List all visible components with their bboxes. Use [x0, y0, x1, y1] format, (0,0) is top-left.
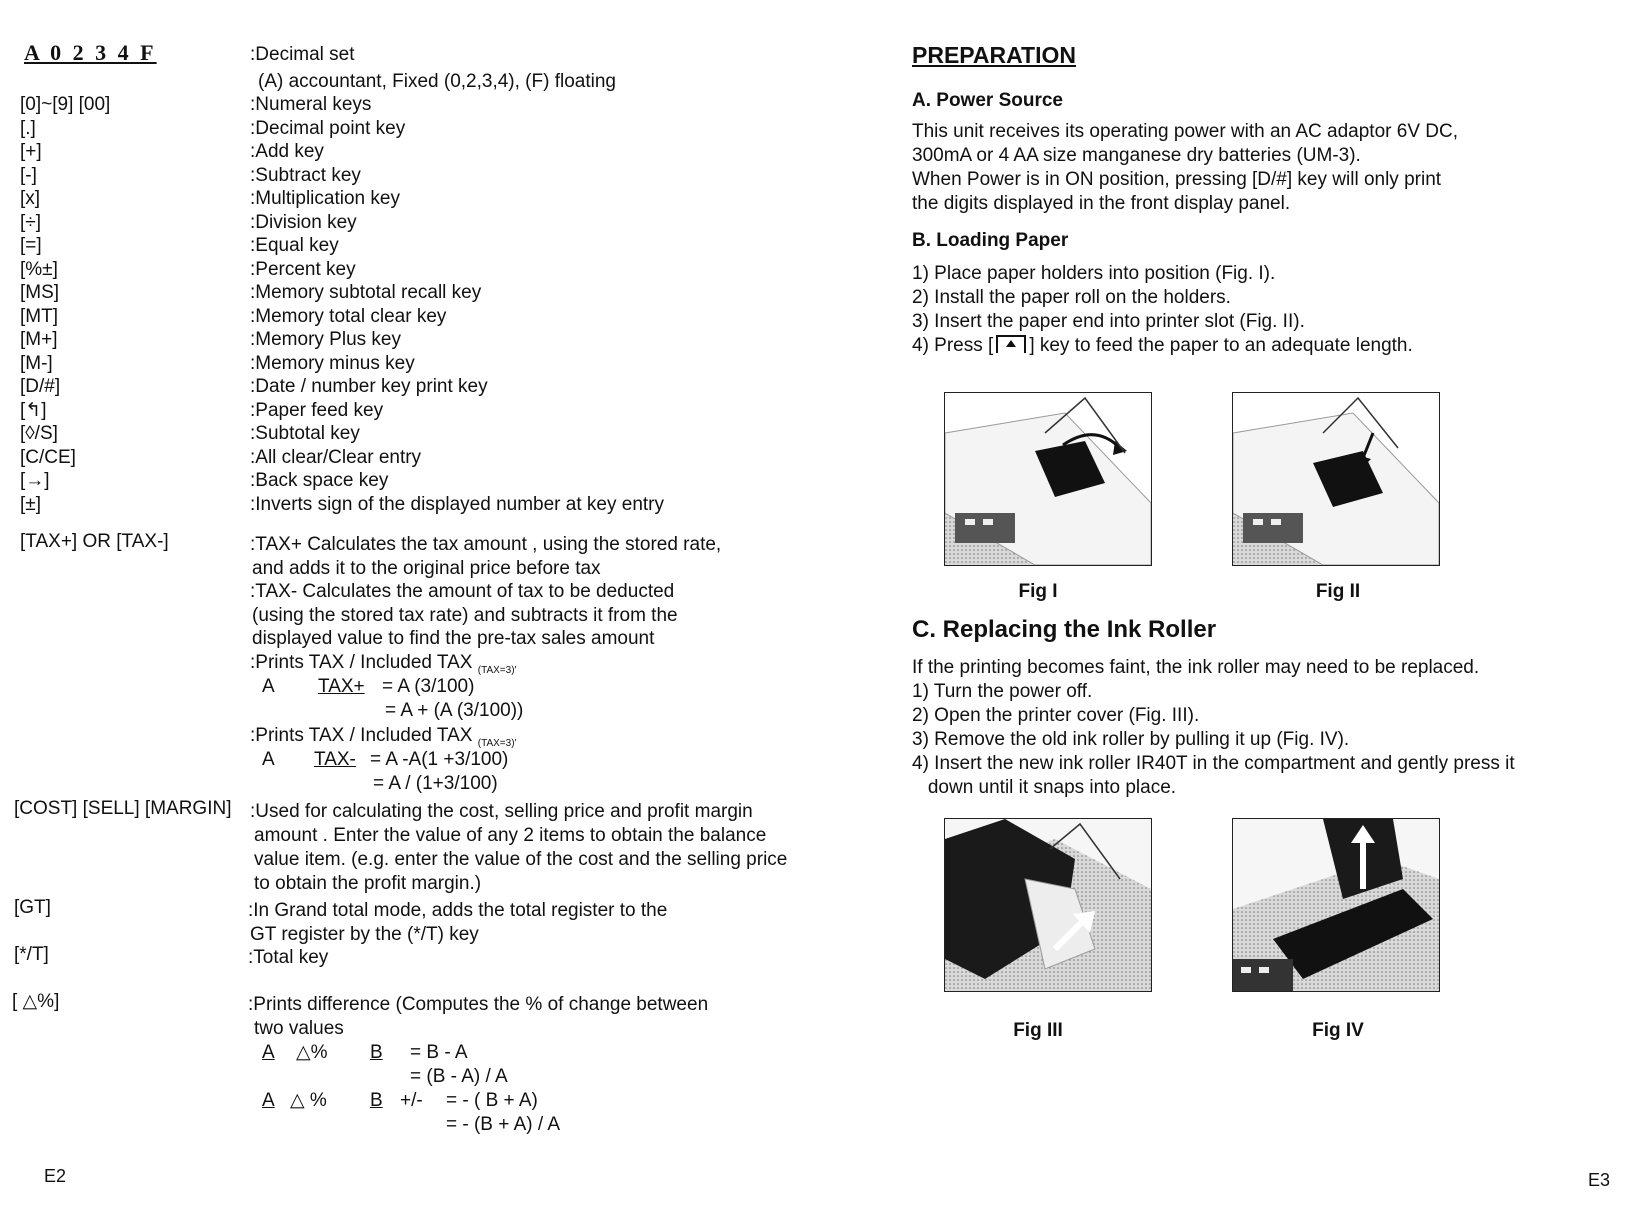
key-label: [D/#] — [20, 376, 61, 397]
tax-line-2: :TAX- Calculates the amount of tax to be deducted — [250, 581, 675, 602]
delta-ex2-eq1: = - ( B + A) — [446, 1090, 538, 1111]
key-description: :Decimal point key — [250, 117, 406, 139]
tax-line-4: displayed value to find the pre-tax sales amount — [252, 628, 655, 649]
cost-line-0: :Used for calculating the cost, selling price and profit margin — [250, 801, 753, 822]
cost-key: [COST] [SELL] [MARGIN] — [14, 798, 232, 819]
key-label: [C/CE] — [20, 446, 76, 468]
fig-3-caption: Fig III — [1013, 1020, 1063, 1041]
taxminus-eq2: = A / (1+3/100) — [373, 773, 498, 794]
key-label: [↰] — [20, 399, 47, 421]
taxplus-eq1: = A (3/100) — [382, 676, 475, 697]
fig-4-drawing — [1233, 819, 1439, 991]
section-a-line-1: 300mA or 4 AA size manganese dry batteries (UM-3). — [912, 145, 1361, 166]
key-label: [±] — [20, 493, 41, 515]
taxplus-a: A — [262, 676, 275, 697]
fig-4-image — [1232, 818, 1440, 992]
key-description: :All clear/Clear entry — [250, 446, 422, 468]
key-label: [→] — [20, 470, 50, 491]
key-label: [MT] — [20, 305, 58, 327]
cost-line-3: to obtain the profit margin.) — [254, 873, 482, 894]
delta-ex1-b: B — [370, 1042, 383, 1063]
fig-3-drawing — [945, 819, 1151, 991]
key-label: [M-] — [20, 352, 53, 374]
gt-line-1: GT register by the (*/T) key — [250, 924, 479, 945]
key-label: [0]~[9] [00] — [20, 94, 111, 115]
key-description: :Percent key — [250, 258, 356, 280]
key-description: :Memory Plus key — [250, 329, 401, 350]
fig-4-caption: Fig IV — [1312, 1020, 1364, 1041]
cost-line-1: amount . Enter the value of any 2 items to obtain the balance — [254, 825, 767, 846]
fig-2-drawing — [1233, 393, 1439, 565]
section-c-line-1: 1) Turn the power off. — [912, 681, 1093, 702]
key-description: :Memory total clear key — [250, 305, 447, 327]
section-a-line-3: the digits displayed in the front display panel. — [912, 193, 1291, 214]
taxplus-label: TAX+ — [318, 676, 365, 697]
section-a-line-0: This unit receives its operating power with an AC adaptor 6V DC, — [912, 121, 1458, 142]
section-c-title: C. Replacing the Ink Roller — [912, 616, 1217, 643]
key-label: [÷] — [20, 211, 41, 233]
gt-key: [GT] — [14, 897, 51, 918]
delta-ex1-sym: △% — [296, 1042, 328, 1063]
cost-line-2: value item. (e.g. enter the value of the cost and the selling price — [254, 849, 788, 870]
delta-ex2-sym: △ % — [290, 1090, 327, 1111]
decimal-set-sub: (A) accountant, Fixed (0,2,3,4), (F) floating — [258, 71, 616, 92]
taxminus-eq1: = A -A(1 +3/100) — [370, 749, 509, 770]
key-description: :Paper feed key — [250, 399, 384, 421]
key-description: :Add key — [250, 141, 324, 162]
delta-line-1: two values — [254, 1018, 344, 1039]
key-label: [+] — [20, 141, 42, 162]
key-description: :Equal key — [250, 235, 339, 256]
delta-ex2-b: B — [370, 1090, 383, 1111]
delta-ex2-eq2: = - (B + A) / A — [446, 1114, 561, 1135]
paper-feed-icon — [996, 335, 1026, 353]
preparation-title: PREPARATION — [912, 42, 1076, 68]
key-label: [.] — [20, 117, 36, 139]
key-description: :Multiplication key — [250, 188, 400, 209]
taxminus-a: A — [262, 749, 275, 770]
section-b-line-1: 2) Install the paper roll on the holders. — [912, 287, 1231, 308]
delta-ex2-pm: +/- — [400, 1090, 423, 1111]
fig-2-caption: Fig II — [1315, 581, 1361, 602]
section-b-line-3 — [912, 334, 1413, 358]
key-description: :Memory subtotal recall key — [250, 282, 482, 303]
section-c-line-4: 4) Insert the new ink roller IR40T in the compartment and gently press it — [912, 753, 1515, 774]
taxminus-label: TAX- — [314, 749, 356, 770]
section-b-line-0: 1) Place paper holders into position (Fig. I). — [912, 263, 1276, 284]
decimal-set-desc: :Decimal set — [250, 44, 355, 65]
section-b-line-2: 3) Insert the paper end into printer slot (Fig. II). — [912, 311, 1305, 332]
delta-line-0: :Prints difference (Computes the % of change between — [248, 994, 709, 1015]
key-label: [MS] — [20, 282, 60, 303]
prints-tax-1-text: :Prints TAX / Included TAX — [250, 652, 473, 673]
key-description: :Subtract key — [250, 164, 361, 186]
key-label: [x] — [20, 188, 41, 209]
section-c-line-0: If the printing becomes faint, the ink roller may need to be replaced. — [912, 657, 1480, 678]
fig-1-image — [944, 392, 1152, 566]
section-b-step4-pre: 4) Press [ — [912, 335, 994, 356]
fig-1-caption: Fig I — [1018, 581, 1058, 602]
delta-ex1-eq1: = B - A — [410, 1042, 468, 1063]
tax-line-1: and adds it to the original price before tax — [252, 558, 601, 579]
prints-tax-1-sub: (TAX=3)' — [477, 665, 517, 676]
section-c-line-5: down until it snaps into place. — [912, 777, 1177, 798]
key-description: :Date / number key print key — [250, 376, 488, 397]
taxplus-eq2: = A + (A (3/100)) — [385, 700, 524, 721]
key-label: [=] — [20, 235, 42, 256]
fig-2-image — [1232, 392, 1440, 566]
section-a-line-2: When Power is in ON position, pressing [D/#] key will only print — [912, 169, 1442, 190]
tax-key: [TAX+] OR [TAX-] — [20, 531, 169, 552]
decimal-set-title: A 0 2 3 4 F — [24, 40, 157, 65]
section-b-title: B. Loading Paper — [912, 230, 1069, 251]
tax-line-3: (using the stored tax rate) and subtracts it from the — [252, 605, 678, 626]
delta-key: [ △%] — [12, 991, 60, 1012]
key-description: :Subtotal key — [250, 423, 360, 444]
prints-tax-2-sub: (TAX=3)' — [477, 738, 517, 749]
tax-line-0: :TAX+ Calculates the tax amount , using the stored rate, — [250, 534, 722, 555]
prints-tax-2-text: :Prints TAX / Included TAX — [250, 725, 473, 746]
total-desc: :Total key — [248, 947, 329, 968]
fig-1-drawing — [945, 393, 1151, 565]
delta-ex1-eq2: = (B - A) / A — [410, 1066, 508, 1087]
fig-3-image — [944, 818, 1152, 992]
key-description: :Back space key — [250, 470, 389, 491]
key-description: :Numeral keys — [250, 94, 372, 115]
key-description: :Division key — [250, 211, 357, 233]
key-description: :Inverts sign of the displayed number at key entry — [250, 493, 664, 515]
key-label: [◊/S] — [20, 423, 58, 444]
section-c-line-3: 3) Remove the old ink roller by pulling it up (Fig. IV). — [912, 729, 1350, 750]
total-key: [*/T] — [14, 944, 49, 965]
key-label: [-] — [20, 164, 37, 186]
delta-ex1-a: A — [262, 1042, 275, 1063]
key-label: [%±] — [20, 258, 58, 280]
section-b-step4-post: ] key to feed the paper to an adequate length. — [1029, 335, 1413, 356]
gt-line-0: :In Grand total mode, adds the total register to the — [248, 900, 668, 921]
section-a-title: A. Power Source — [912, 90, 1063, 111]
section-c-line-2: 2) Open the printer cover (Fig. III). — [912, 705, 1200, 726]
delta-ex2-a: A — [262, 1090, 275, 1111]
page-number-left: E2 — [44, 1166, 67, 1186]
page-number-right: E3 — [1588, 1170, 1611, 1190]
key-label: [M+] — [20, 329, 58, 350]
key-description: :Memory minus key — [250, 352, 415, 374]
